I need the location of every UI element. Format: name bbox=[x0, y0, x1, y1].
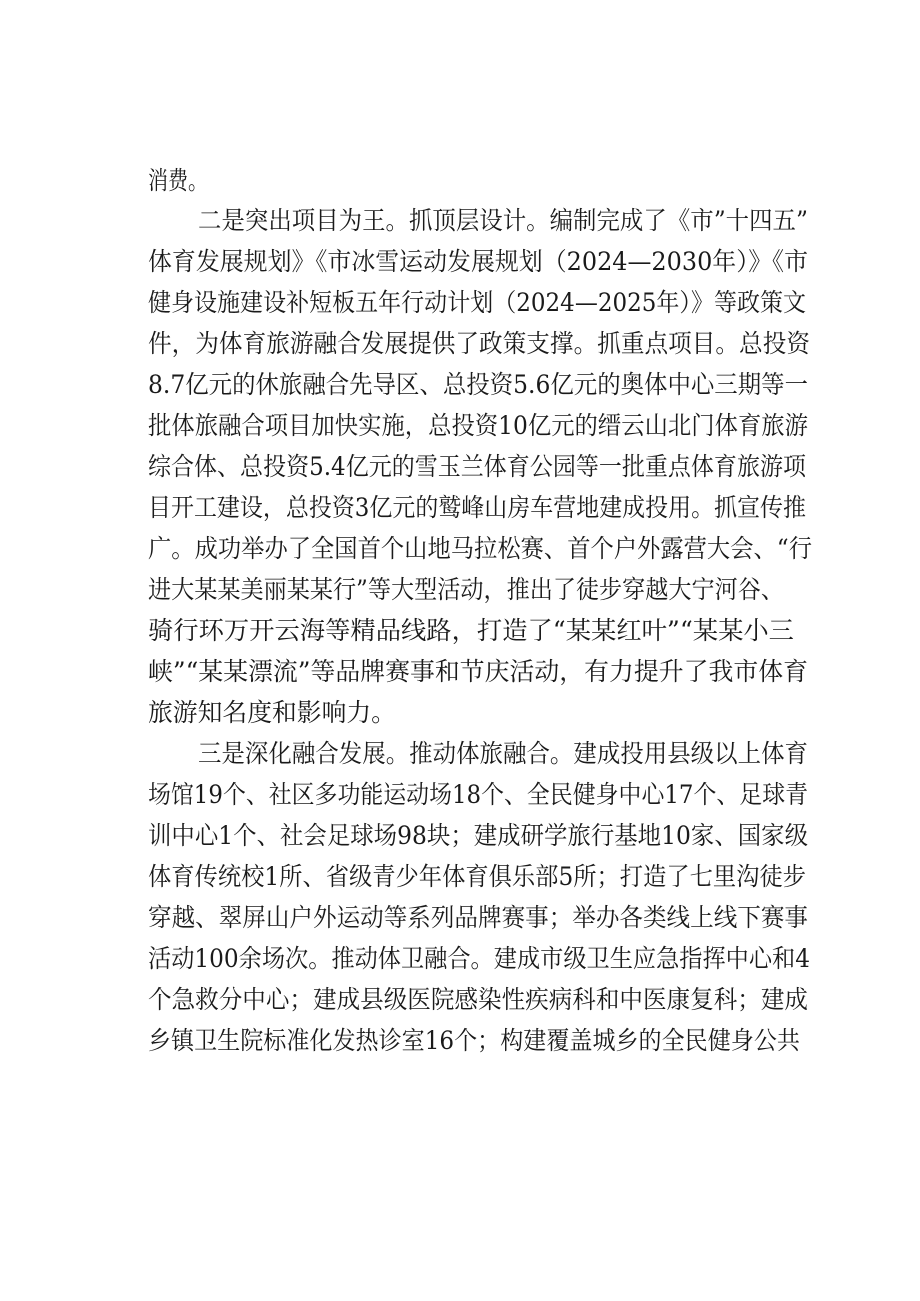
line-text: 健身设施建设补短板五年行动计划（2024—2025年）》等政策文 bbox=[148, 288, 806, 317]
line-text: 三是深化融合发展。推动体旅融合。建成投用县级以上体育 bbox=[198, 739, 808, 768]
text-line bbox=[0, 816, 920, 856]
text-line bbox=[0, 693, 920, 733]
line-text: 进大某某美丽某某行”等大型活动，推出了徒步穿越大宁河谷、 bbox=[148, 575, 784, 604]
text-line bbox=[0, 283, 920, 323]
text-line bbox=[0, 161, 920, 201]
text-line bbox=[0, 242, 920, 282]
line-text: 目开工建设，总投资3亿元的鹫峰山房车营地建成投用。抓宣传推 bbox=[148, 493, 806, 522]
line-text: 训中心1个、社会足球场98块；建成研学旅行基地10家、国家级 bbox=[148, 821, 808, 850]
text-line bbox=[0, 365, 920, 405]
text-line bbox=[0, 447, 920, 487]
text-line bbox=[0, 1021, 920, 1061]
line-text: 批体旅融合项目加快实施，总投资10亿元的缙云山北门体育旅游 bbox=[148, 411, 808, 440]
line-text: 广。成功举办了全国首个山地马拉松赛、首个户外露营大会、“行 bbox=[148, 534, 812, 563]
line-text: 消费。 bbox=[148, 166, 208, 195]
line-text: 件，为体育旅游融合发展提供了政策支撑。抓重点项目。总投资 bbox=[148, 329, 810, 358]
line-text: 8.7亿元的休旅融合先导区、总投资5.6亿元的奥体中心三期等一 bbox=[148, 370, 808, 399]
line-text: 峡”“某某漂流”等品牌赛事和节庆活动，有力提升了我市体育 bbox=[148, 657, 808, 686]
text-line bbox=[0, 529, 920, 569]
line-text: 穿越、翠屏山户外运动等系列品牌赛事；举办各类线上线下赛事 bbox=[148, 903, 808, 932]
line-text: 旅游知名度和影响力。 bbox=[148, 698, 396, 727]
line-text: 场馆19个、社区多功能运动场18个、全民健身中心17个、足球青 bbox=[148, 780, 808, 809]
text-line bbox=[0, 324, 920, 364]
line-text: 体育传统校1所、省级青少年体育俱乐部5所；打造了七里沟徒步 bbox=[148, 862, 806, 891]
text-line bbox=[0, 570, 920, 610]
text-line bbox=[0, 488, 920, 528]
paragraph-first-line bbox=[0, 734, 920, 774]
line-text: 体育发展规划》《市冰雪运动发展规划（2024—2030年）》《市 bbox=[148, 247, 808, 276]
line-text: 二是突出项目为王。抓顶层设计。编制完成了《市”十四五” bbox=[198, 206, 808, 235]
text-line bbox=[0, 775, 920, 815]
text-line bbox=[0, 898, 920, 938]
paragraph-first-line bbox=[0, 201, 920, 241]
line-text: 乡镇卫生院标准化发热诊室16个；构建覆盖城乡的全民健身公共 bbox=[148, 1026, 800, 1055]
text-line bbox=[0, 980, 920, 1020]
text-line bbox=[0, 652, 920, 692]
text-line bbox=[0, 406, 920, 446]
line-text: 活动100余场次。推动体卫融合。建成市级卫生应急指挥中心和4 bbox=[148, 944, 810, 973]
text-line bbox=[0, 857, 920, 897]
line-text: 个急救分中心；建成县级医院感染性疾病科和中医康复科；建成 bbox=[148, 985, 808, 1014]
line-text: 综合体、总投资5.4亿元的雪玉兰体育公园等一批重点体育旅游项 bbox=[148, 452, 806, 481]
line-text: 骑行环万开云海等精品线路，打造了“某某红叶”“某某小三 bbox=[148, 616, 795, 645]
text-line bbox=[0, 939, 920, 979]
text-line bbox=[0, 611, 920, 651]
